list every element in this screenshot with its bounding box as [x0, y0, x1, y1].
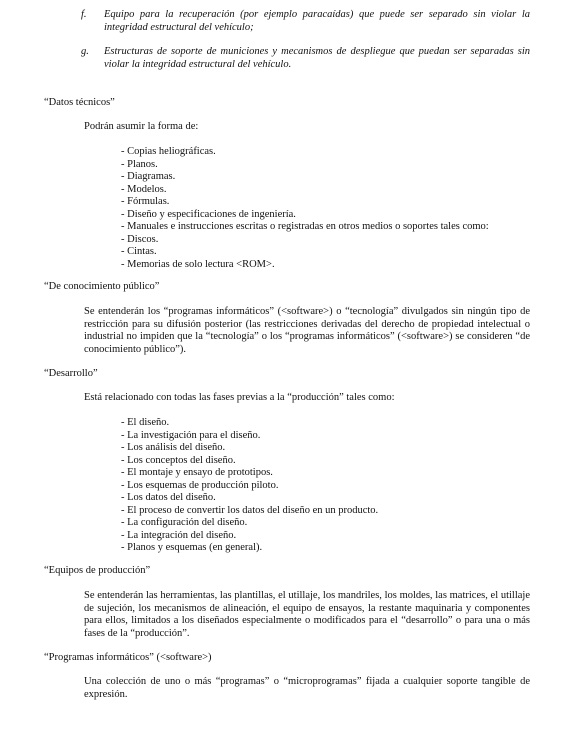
list-item: - La integración del diseño. [121, 529, 237, 541]
item-g [81, 46, 530, 71]
list-item: - Copias heliográficas. [121, 146, 216, 157]
term-datos-tecnicos: “Datos técnicos” [44, 97, 115, 108]
programas-informaticos-definition: Una colección de uno o más “programas” o “microprogramas” fijada a cualquier soporte tangible de expresión. [84, 676, 530, 700]
list-item: - El montaje y ensayo de prototipos. [121, 467, 273, 478]
item-g-label: g. [81, 46, 89, 57]
list-item: - Planos. [121, 158, 158, 170]
term-conocimiento-publico: “De conocimiento público” [44, 281, 160, 292]
list-item: - Los conceptos del diseño. [121, 454, 236, 466]
list-item: - El diseño. [121, 417, 170, 428]
conocimiento-publico-definition: Se entenderán los “programas informáticos” (<software>) o “tecnología” divulgados sin ningún tipo de restricción para su difusión posterior (las restricciones derivadas del derecho de propiedad intelectual o industrial no impiden que la “tecnología” o los “programas informáticos” (<software>) se consideren “de conocimiento público”). [84, 306, 530, 355]
list-item: - Cintas. [121, 246, 157, 257]
list-item: - Diagramas. [121, 171, 176, 182]
list-item: - Diseño y especificaciones de ingeniería. [121, 208, 296, 220]
term-desarrollo: “Desarrollo” [44, 368, 98, 379]
item-f-label: f. [81, 9, 87, 20]
list-item: - El proceso de convertir los datos del diseño en un producto. [121, 504, 379, 516]
datos-tecnicos-intro: Podrán asumir la forma de: [84, 121, 199, 132]
term-equipos-produccion: “Equipos de producción” [44, 565, 151, 576]
desarrollo-intro: Está relacionado con todas las fases previas a la “producción” tales como: [84, 392, 395, 403]
datos-tecnicos-list [121, 146, 489, 271]
list-item: - Los datos del diseño. [121, 492, 216, 503]
term-programas-informaticos: “Programas informáticos” (<software>) [44, 652, 212, 663]
list-item: - Planos y esquemas (en general). [121, 542, 263, 553]
list-item: - Memorias de solo lectura <ROM>. [121, 258, 275, 270]
list-item: - La configuración del diseño. [121, 517, 248, 528]
list-item: - La investigación para el diseño. [121, 429, 261, 441]
equipos-produccion-definition: Se entenderán las herramientas, las plantillas, el utillaje, los mandriles, los moldes, las matrices, el utillaje de sujeción, los mecanismos de alineación, el equipo de ensayos, la restante maquinaria y componentes para ellos, limitados a los diseñados especialmente o modificados para el “desarrollo” o para una o más fases de la “producción”. [84, 590, 530, 639]
item-f [81, 9, 530, 34]
list-item: - Modelos. [121, 183, 167, 195]
desarrollo-list [121, 417, 378, 555]
list-item: - Manuales e instrucciones escritas o registradas en otros medios o soportes tales como: [121, 221, 489, 232]
list-item: - Discos. [121, 233, 159, 245]
list-item: - Los esquemas de producción piloto. [121, 479, 279, 491]
item-g-text: Estructuras de soporte de municiones y mecanismos de despliegue que puedan ser separadas sin violar la integridad estructural del vehículo. [104, 46, 530, 70]
list-item: - Los análisis del diseño. [121, 442, 226, 453]
item-f-text: Equipo para la recuperación (por ejemplo paracaídas) que puede ser separado sin violar la integridad estructural del vehículo; [104, 9, 530, 33]
list-item: - Fórmulas. [121, 196, 170, 207]
